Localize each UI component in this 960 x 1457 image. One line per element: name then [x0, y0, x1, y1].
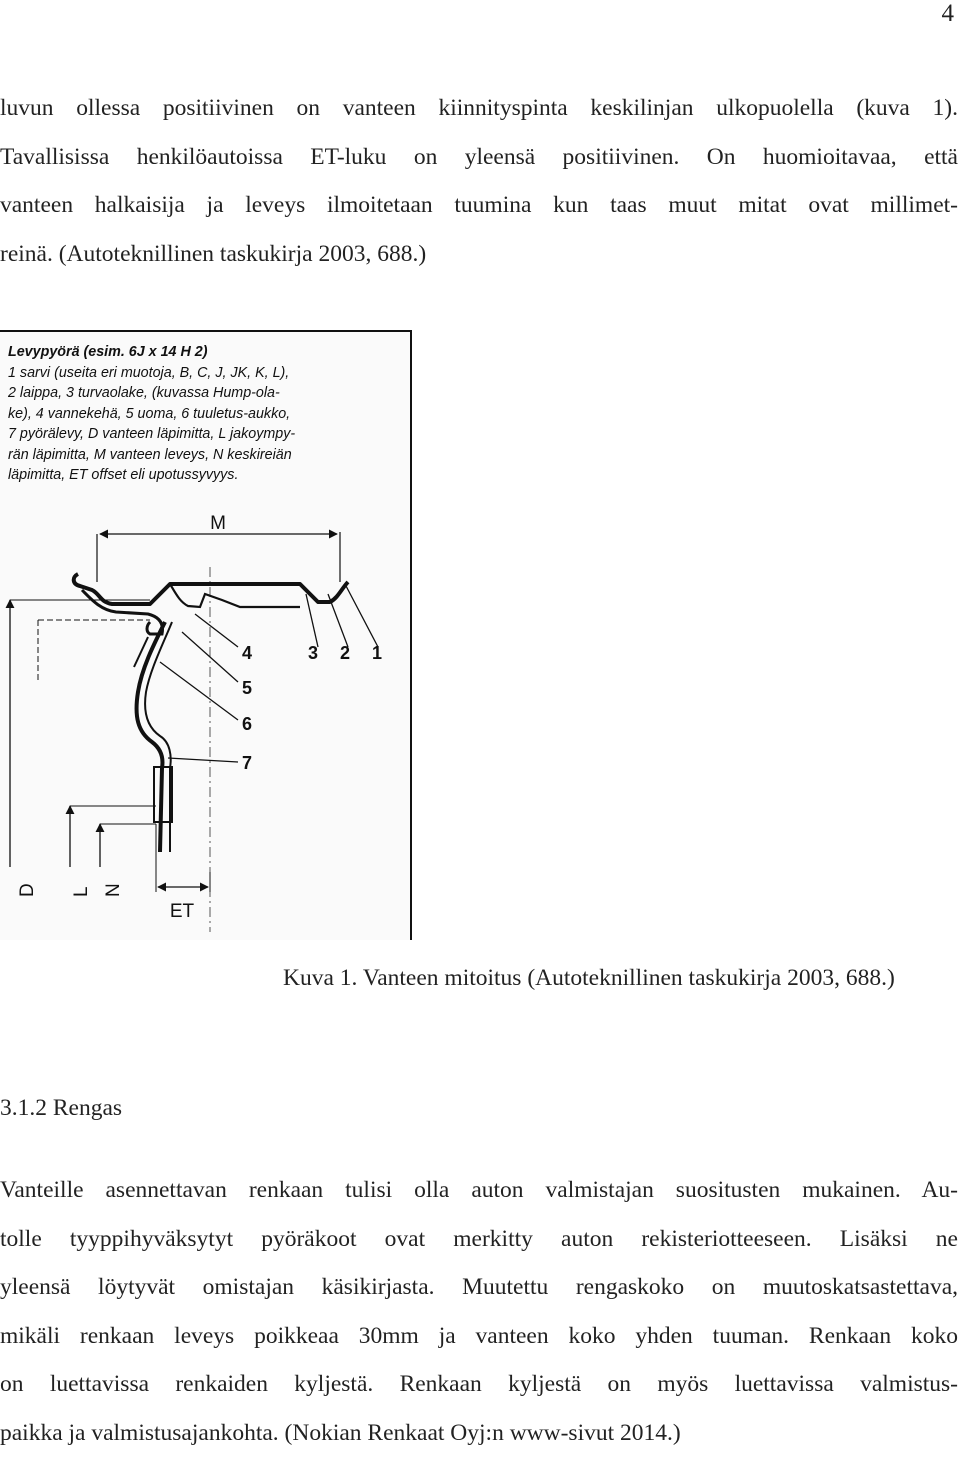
rim-cross-section-diagram: [0, 332, 412, 942]
label-4: 4: [242, 643, 252, 663]
leader-4: [195, 614, 238, 647]
text-line: Tavallisissa henkilöautoissa ET-luku on yleensä positiivinen. On huomioitavaa, että: [0, 133, 958, 182]
rim-inner-flange: [82, 590, 162, 634]
text-line: reinä. (Autoteknillinen taskukirja 2003, 688.): [0, 230, 958, 279]
label-l: L: [71, 886, 92, 897]
text-line: yleensä löytyvät omistajan käsikirjasta. Muutettu rengaskoko on muutoskatsastettava,: [0, 1263, 958, 1312]
text-line: vanteen halkaisija ja leveys ilmoitetaan tuumina kun taas muut mitat ovat millimet-: [0, 181, 958, 230]
body-paragraph: [0, 1166, 958, 1457]
label-m: M: [210, 513, 226, 534]
text-line: paikka ja valmistusajankohta. (Nokian Renkaat Oyj:n www-sivut 2014.): [0, 1409, 958, 1457]
leader-1: [345, 584, 378, 647]
label-et: ET: [170, 901, 195, 922]
legend-line: läpimitta, ET offset eli upotussyvyys.: [8, 465, 404, 486]
legend-line: 1 sarvi (useita eri muotoja, B, C, J, JK, K, L),: [8, 363, 404, 384]
legend-line: 2 laippa, 3 turvaolake, (kuvassa Hump-ola-: [8, 383, 404, 404]
intro-paragraph: [0, 84, 958, 278]
leader-7: [168, 758, 238, 762]
label-d: D: [17, 883, 38, 897]
text-line: luvun ollessa positiivinen on vanteen kiinnityspinta keskilinjan ulkopuolella (kuva 1).: [0, 84, 958, 133]
section-heading: 3.1.2 Rengas: [0, 1088, 122, 1128]
rim-dimension-figure: [0, 330, 412, 940]
label-1: 1: [372, 643, 382, 663]
legend-line: rän läpimitta, M vanteen leveys, N keskireiän: [8, 445, 404, 466]
label-n: N: [103, 883, 124, 897]
figure-caption: Kuva 1. Vanteen mitoitus (Autoteknillinen taskukirja 2003, 688.): [283, 958, 895, 998]
legend-line: ke), 4 vannekehä, 5 uoma, 6 tuuletus-aukko,: [8, 404, 404, 425]
legend-title: Levypyörä (esim. 6J x 14 H 2): [8, 342, 404, 363]
label-5: 5: [242, 678, 252, 698]
rim-well: [170, 584, 300, 607]
text-line: tolle tyyppihyväksytyt pyöräkoot ovat merkitty auton rekisteriotteeseen. Lisäksi ne: [0, 1215, 958, 1264]
label-6: 6: [242, 714, 252, 734]
leader-2: [328, 594, 348, 647]
label-7: 7: [242, 753, 252, 773]
legend-line: 7 pyörälevy, D vanteen läpimitta, L jakoympy-: [8, 424, 404, 445]
label-2: 2: [340, 643, 350, 663]
label-3: 3: [308, 643, 318, 663]
text-line: on luettavissa renkaiden kyljestä. Renkaan kyljestä on myös luettavissa valmistus-: [0, 1360, 958, 1409]
text-line: mikäli renkaan leveys poikkeaa 30mm ja vanteen koko yhden tuuman. Renkaan koko: [0, 1312, 958, 1361]
text-line: Vanteille asennettavan renkaan tulisi olla auton valmistajan suositusten mukainen. Au-: [0, 1166, 958, 1215]
page-number: 4: [942, 0, 955, 28]
